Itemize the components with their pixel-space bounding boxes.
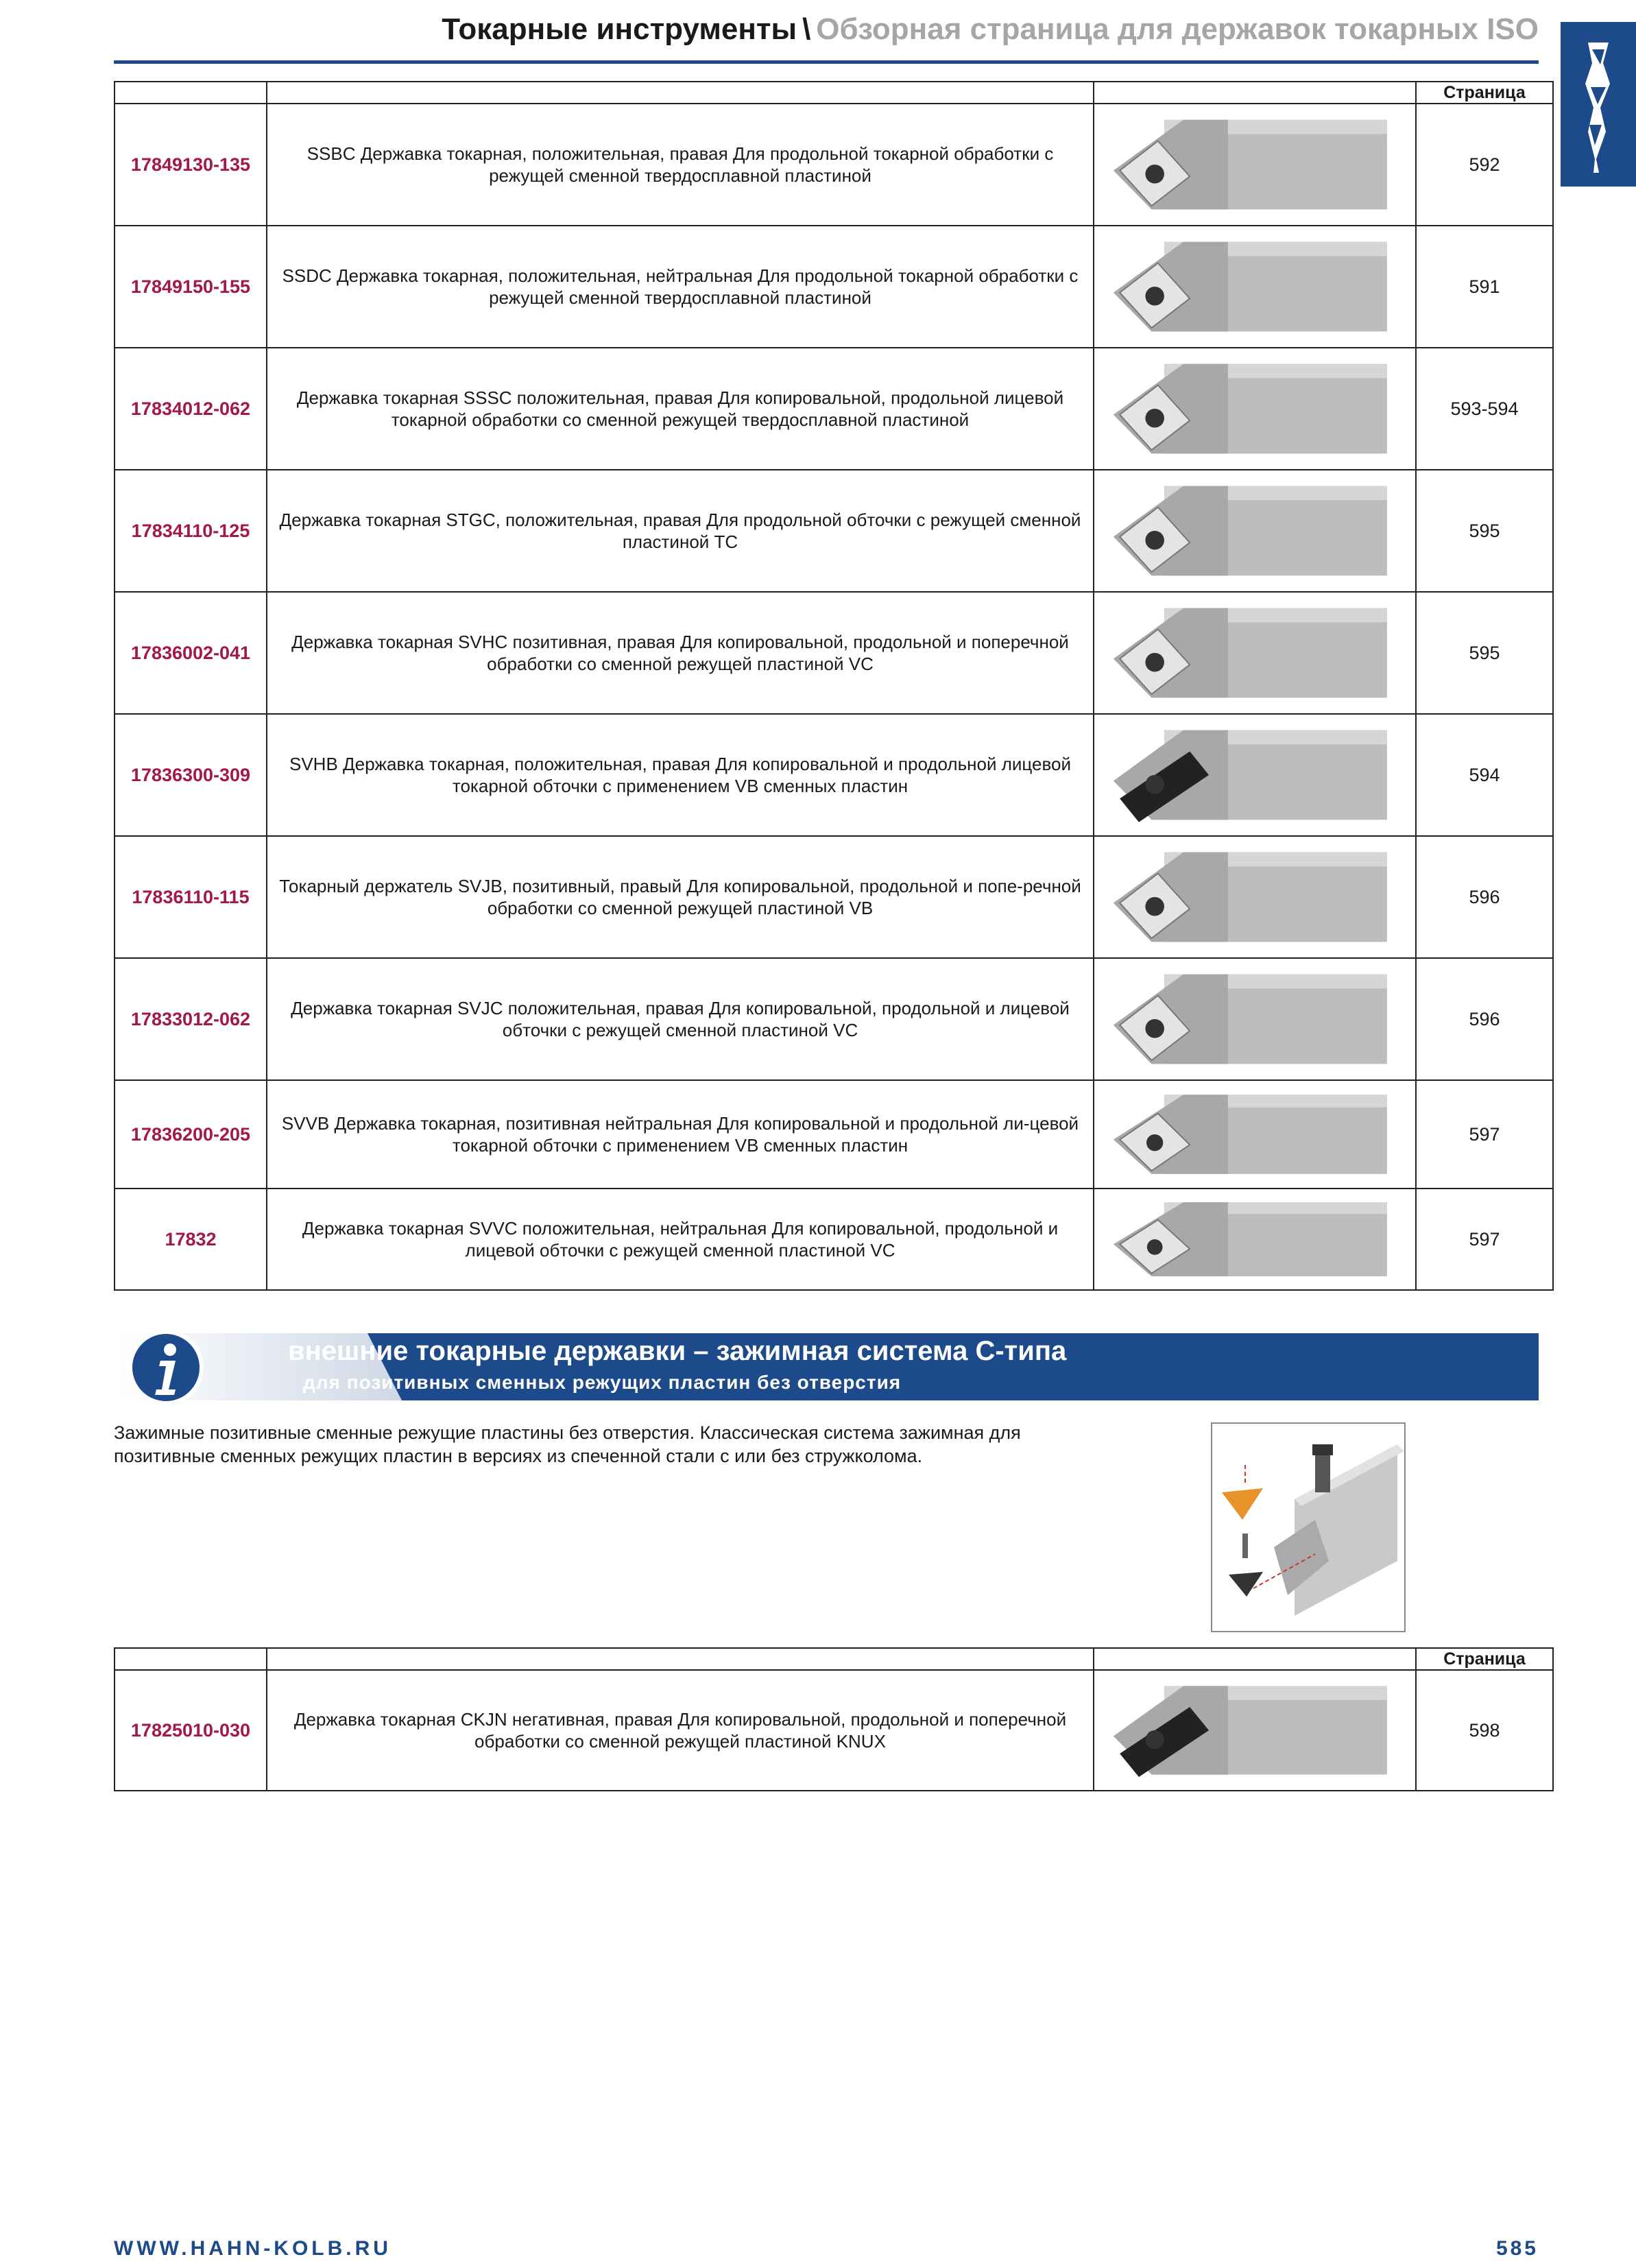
- product-image: [1094, 470, 1416, 592]
- catalog-page-ref[interactable]: 597: [1416, 1189, 1553, 1290]
- clamping-diagram: [1211, 1422, 1406, 1632]
- table-row: [115, 1670, 1553, 1791]
- catalog-page-ref[interactable]: 593-594: [1416, 348, 1553, 470]
- article-code[interactable]: 17836002-041: [115, 592, 267, 714]
- product-image: [1094, 714, 1416, 836]
- article-code[interactable]: 17836110-115: [115, 836, 267, 958]
- brand-tab: [1561, 22, 1636, 187]
- website-link[interactable]: WWW.HAHN-KOLB.RU: [114, 2237, 392, 2260]
- table-row: [115, 836, 1553, 958]
- product-description: SSBC Державка токарная, положительная, правая Для продольной токарной обработки с режущей сменной твердосплавной пластиной: [267, 104, 1094, 226]
- table-row: [115, 1080, 1553, 1189]
- header-title: Токарные инструменты: [442, 12, 797, 46]
- info-title: внешние токарные державки – зажимная система С-типа: [288, 1336, 1067, 1366]
- table-header-row: [115, 82, 1553, 104]
- catalog-page-ref[interactable]: 596: [1416, 958, 1553, 1080]
- article-code[interactable]: 17834012-062: [115, 348, 267, 470]
- page-column-header: Страница: [1416, 82, 1553, 104]
- product-image: [1094, 1080, 1416, 1189]
- product-description: Токарный держатель SVJB, позитивный, правый Для копировальной, продольной и попе-речной обработки со сменной режущей пластиной VB: [267, 836, 1094, 958]
- product-table-1: [114, 81, 1554, 1291]
- product-description: SSDC Державка токарная, положительная, нейтральная Для продольной токарной обработки с режущей сменной твердосплавной пластиной: [267, 226, 1094, 348]
- catalog-page-ref[interactable]: 596: [1416, 836, 1553, 958]
- article-code[interactable]: 17834110-125: [115, 470, 267, 592]
- product-description: Державка токарная SSSC положительная, правая Для копировальной, продольной лицевой токарной обработки со сменной режущей твердосплавной пластиной: [267, 348, 1094, 470]
- product-description: Державка токарная SVHC позитивная, правая Для копировальной, продольной и поперечной обработки со сменной режущей пластиной VC: [267, 592, 1094, 714]
- article-code[interactable]: 17825010-030: [115, 1670, 267, 1791]
- article-code[interactable]: 17832: [115, 1189, 267, 1290]
- catalog-page-ref[interactable]: 595: [1416, 470, 1553, 592]
- table-row: [115, 348, 1553, 470]
- table-row: [115, 470, 1553, 592]
- product-image: [1094, 592, 1416, 714]
- catalog-page-ref[interactable]: 595: [1416, 592, 1553, 714]
- product-image: [1094, 836, 1416, 958]
- product-description: Державка токарная STGC, положительная, правая Для продольной обточки с режущей сменной пластиной ТС: [267, 470, 1094, 592]
- product-image: [1094, 958, 1416, 1080]
- catalog-page-ref[interactable]: 597: [1416, 1080, 1553, 1189]
- product-image: [1094, 348, 1416, 470]
- catalog-page-ref[interactable]: 591: [1416, 226, 1553, 348]
- article-code[interactable]: 17836300-309: [115, 714, 267, 836]
- table-row: [115, 226, 1553, 348]
- article-code[interactable]: 17833012-062: [115, 958, 267, 1080]
- product-description: Державка токарная SVVC положительная, нейтральная Для копировальной, продольной и лицевой обточки с режущей сменной пластиной VC: [267, 1189, 1094, 1290]
- product-table-2: [114, 1647, 1554, 1791]
- info-icon: [128, 1329, 204, 1406]
- info-banner: [114, 1333, 1539, 1400]
- page-column-header: Страница: [1416, 1648, 1553, 1670]
- catalog-page-ref[interactable]: 594: [1416, 714, 1553, 836]
- product-image: [1094, 1189, 1416, 1290]
- product-image: [1094, 226, 1416, 348]
- table-row: [115, 958, 1553, 1080]
- header-subtitle: Обзорная страница для державок токарных ISO: [816, 12, 1539, 46]
- page-header: [114, 12, 1539, 55]
- article-code[interactable]: 17849150-155: [115, 226, 267, 348]
- drill-icon: [1561, 22, 1636, 187]
- catalog-page-ref[interactable]: 598: [1416, 1670, 1553, 1791]
- product-image: [1094, 104, 1416, 226]
- table-row: [115, 592, 1553, 714]
- product-description: Державка токарная SVJC положительная, правая Для копировальной, продольной и лицевой обточки с режущей сменной пластиной VC: [267, 958, 1094, 1080]
- product-description: SVHB Державка токарная, положительная, правая Для копировальной и продольной лицевой токарной обточки с применением VB сменных пластин: [267, 714, 1094, 836]
- header-rule: [114, 60, 1539, 64]
- article-code[interactable]: 17849130-135: [115, 104, 267, 226]
- table-header-row: [115, 1648, 1553, 1670]
- table-row: [115, 104, 1553, 226]
- table-row: [115, 714, 1553, 836]
- article-code[interactable]: 17836200-205: [115, 1080, 267, 1189]
- page-number: 585: [1495, 2237, 1539, 2260]
- product-description: Державка токарная CKJN негативная, правая Для копировальной, продольной и поперечной обработки со сменной режущей пластиной KNUX: [267, 1670, 1094, 1791]
- header-separator: \: [802, 12, 811, 46]
- catalog-page-ref[interactable]: 592: [1416, 104, 1553, 226]
- product-image: [1094, 1670, 1416, 1791]
- table-row: [115, 1189, 1553, 1290]
- info-subtitle: для позитивных сменных режущих пластин без отверстия: [303, 1372, 902, 1393]
- info-paragraph: Зажимные позитивные сменные режущие пластины без отверстия. Классическая система зажимная для позитивные сменных режущих пластин в версиях из спеченной стали с или без стружколома.: [114, 1422, 1021, 1466]
- product-description: SVVB Державка токарная, позитивная нейтральная Для копировальной и продольной ли-цевой токарной обточки с применением VB сменных пластин: [267, 1080, 1094, 1189]
